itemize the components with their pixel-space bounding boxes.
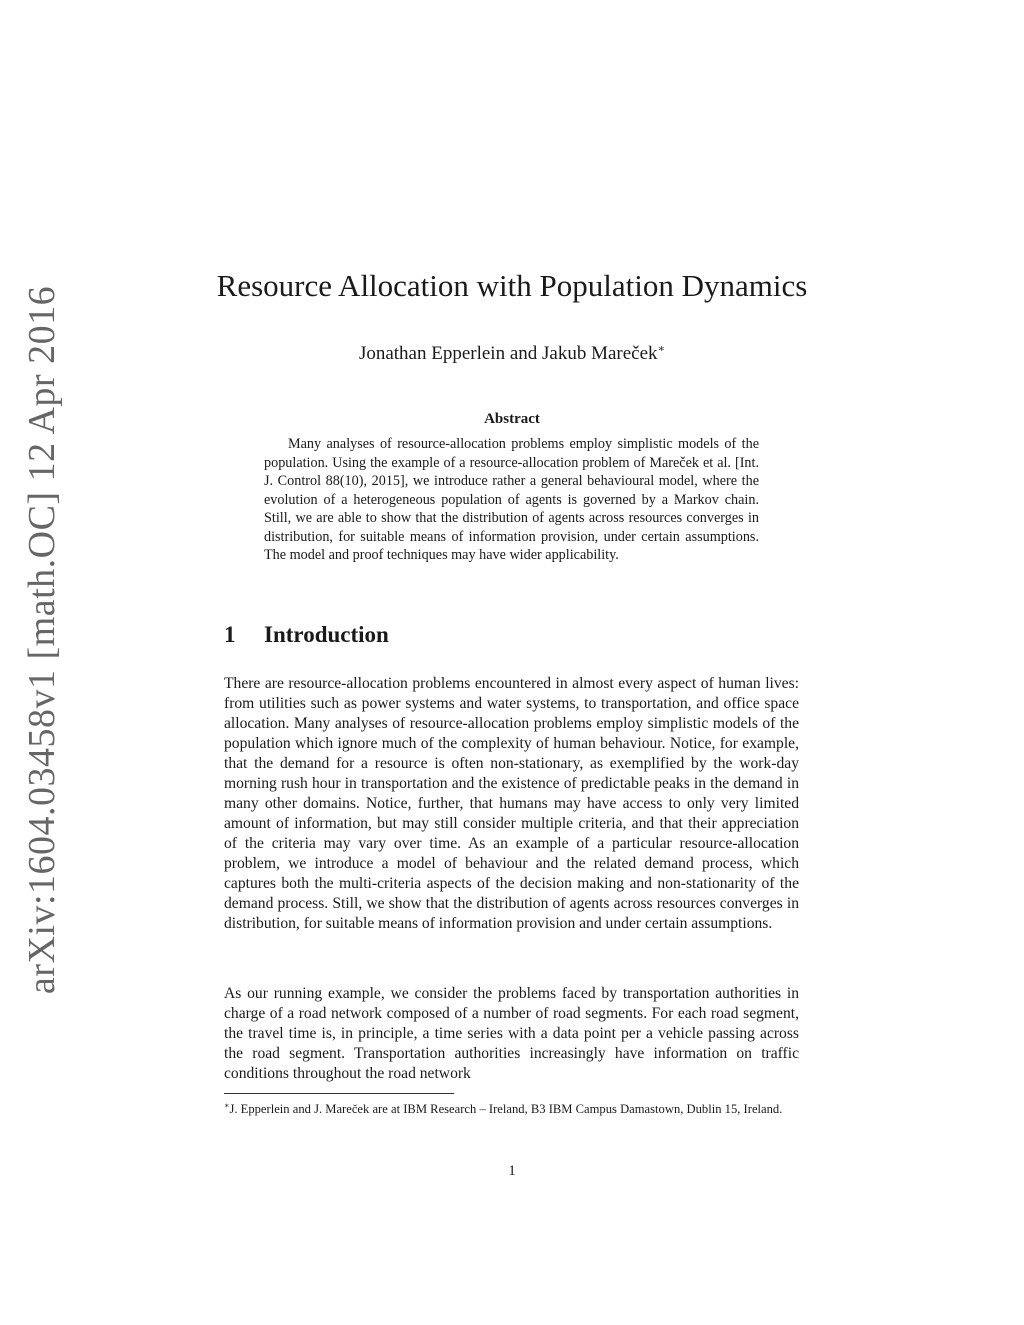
footnote xyxy=(224,1097,799,1118)
footnote-marker: ∗ xyxy=(224,1101,230,1110)
body-paragraph: As our running example, we consider the problems faced by transportation authorities in charge of a road network composed of a number of road segments. For each road segment, the travel time is, in principle, a time series with a data point per a vehicle passing across the road segment. Transportation authorities increasingly have information on traffic conditions throughout the road network xyxy=(224,985,799,1082)
abstract-text: Many analyses of resource-allocation problems employ simplistic models of the population. Using the example of a resource-allocation problem of Mareček et al. [Int. J. Control 88(10), 2015], we introduce rather a general behavioural model, where the evolution of a heterogeneous population of agents is governed by a Markov chain. Still, we are able to show that the distribution of agents across resources converges in distribution, for suitable means of information provision, under certain assumptions. The model and proof techniques may have wider applicability. xyxy=(264,436,759,563)
arxiv-identifier-stamp: arXiv:1604.03458v1 [math.OC] 12 Apr 2016 xyxy=(21,285,63,995)
page-number: 1 xyxy=(508,1163,516,1179)
abstract-heading: Abstract xyxy=(484,411,540,427)
section-number: 1 xyxy=(224,622,236,647)
footnote-text: J. Epperlein and J. Mareček are at IBM Research – Ireland, B3 IBM Campus Damastown, Dublin 15, Ireland. xyxy=(229,1102,783,1116)
section-title: Introduction xyxy=(264,622,389,647)
author-line xyxy=(0,337,1024,366)
body-paragraph: There are resource-allocation problems encountered in almost every aspect of human lives: from utilities such as power systems and water systems, to transportation, and office space allocation. Many analyses of resource-allocation problems employ simplistic models of the population which ignore much of the complexity of human behaviour. Notice, for example, that the demand for a resource is often non-stationary, as exemplified by the work-day morning rush hour in transportation and the existence of predictable peaks in the demand in many other domains. Notice, further, that humans may have access to only very limited amount of information, but may still consider multiple criteria, and that their appreciation of the criteria may vary over time. As an example of a particular resource-allocation problem, we introduce a model of behaviour and the related demand process, which captures both the multi-criteria aspects of the decision making and non-stationarity of the demand process. Still, we show that the distribution of agents across resources converges in distribution, for suitable means of information provision and under certain assumptions. xyxy=(224,675,799,932)
paper-title: Resource Allocation with Population Dynamics xyxy=(216,268,808,303)
section-heading xyxy=(224,620,389,650)
author-footnote-marker: ∗ xyxy=(657,343,666,355)
footnote-divider xyxy=(224,1093,454,1094)
author-names: Jonathan Epperlein and Jakub Mareček xyxy=(358,343,658,364)
